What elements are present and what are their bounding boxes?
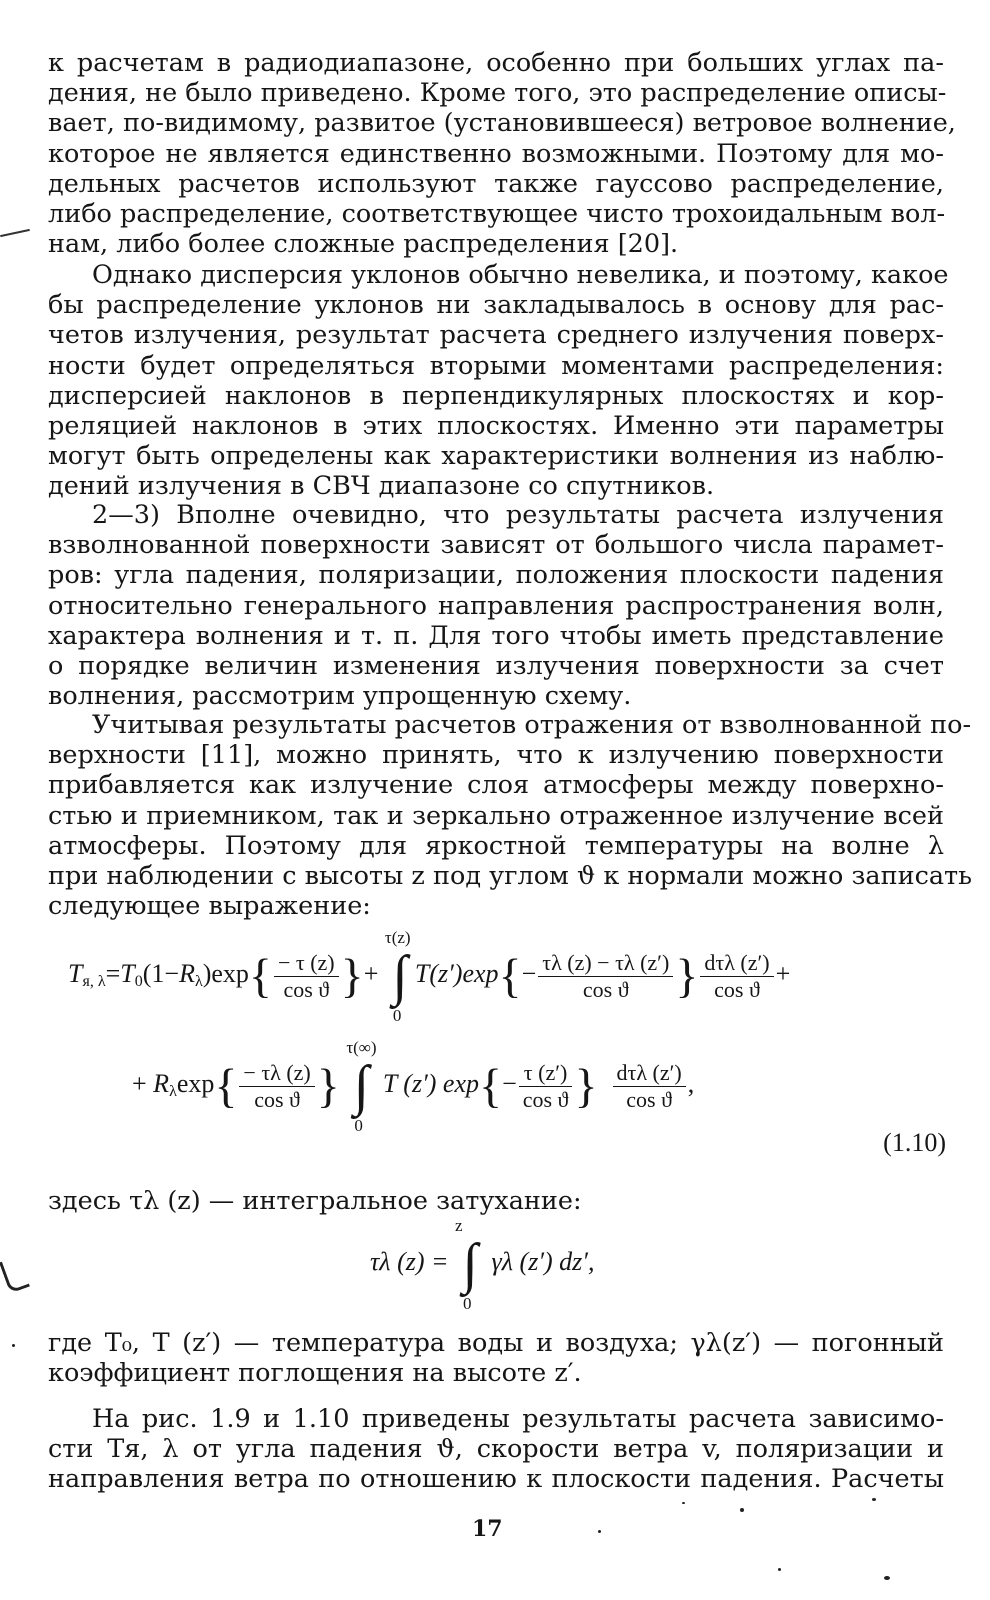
scan-speck (884, 1576, 890, 1580)
text-line: либо распределение, соответствующее чисто трохоидальным вол- (48, 199, 946, 230)
scan-speck (778, 1568, 781, 1571)
scan-speck (12, 1344, 15, 1347)
equation-1-10-line-2 (132, 1038, 695, 1135)
right-brace: } (316, 1059, 340, 1113)
fraction-numerator: τ (z′) (519, 1060, 573, 1087)
fraction-numerator: dτλ (z′) (613, 1060, 686, 1087)
paragraph-6 (48, 1404, 944, 1495)
paragraph-4 (48, 710, 973, 922)
text-line: Однако дисперсия уклонов обычно невелика, и поэтому, какое (92, 260, 949, 290)
integral-lower-limit: 0 (392, 1006, 402, 1025)
text-line: к расчетам в радиодиапазоне, особенно при больших углах па- (48, 48, 944, 78)
text-line: ров: угла падения, поляризации, положения плоскости падения (48, 560, 944, 591)
text-line: о порядке величин изменения излучения поверхности за счет (48, 651, 944, 682)
eq-text: (1− (142, 958, 180, 988)
equation-number: (1.10) (883, 1128, 946, 1157)
scan-speck (740, 1508, 744, 1512)
integral-lower-limit: 0 (463, 1294, 472, 1313)
eq-symbol: R (153, 1068, 170, 1098)
margin-pencil-mark (0, 229, 30, 237)
fraction-denominator: cos ϑ (283, 976, 330, 1002)
text-line: взволнованной поверхности зависят от большого числа парамет- (48, 530, 944, 561)
paragraph-3 (48, 500, 944, 711)
eq-subscript: 0 (134, 972, 143, 990)
fraction-denominator: cos ϑ (582, 976, 629, 1002)
page-number: 17 (472, 1516, 503, 1542)
text-line: прибавляется как излучение слоя атмосферы между поверхно- (48, 770, 944, 801)
integral-upper-limit: τ(z) (384, 928, 411, 947)
equation-tau (370, 1216, 595, 1313)
text-line: при наблюдении с высоты z под углом ϑ к нормали можно записать (48, 861, 973, 892)
text-line: характера волнения и т. п. Для того чтобы иметь представление (48, 620, 944, 651)
text-line: верхности [11], можно принять, что к излучению поверхности (48, 740, 944, 771)
left-brace: { (498, 949, 522, 1003)
text-line: где T₀, T (z′) — температура воды и воздуха; γλ(z′) — погонный (48, 1328, 944, 1358)
integral-sign: τ(∞) ∫ 0 (346, 1038, 377, 1135)
text-line: реляцией наклонов в этих плоскостях. Именно эти параметры (48, 411, 944, 442)
eq-text: )exp (202, 958, 249, 988)
integral-sign: z ∫ 0 (455, 1216, 478, 1313)
text-line: относительно генерального направления распространения волн, (48, 590, 944, 621)
scan-speck (872, 1498, 876, 1501)
fraction (538, 950, 673, 1003)
scan-speck (598, 1530, 601, 1533)
integral-upper-limit: τ(∞) (346, 1038, 377, 1057)
eq-text: exp (176, 1068, 215, 1098)
paragraph-5 (48, 1328, 944, 1388)
text-line: следующее выражение: (48, 891, 371, 922)
fraction-denominator: cos ϑ (626, 1086, 672, 1112)
eq-text: , (687, 1068, 695, 1098)
eq-operator: − (502, 1068, 517, 1098)
eq-operator: = (105, 958, 121, 988)
text-line: На рис. 1.9 и 1.10 приведены результаты расчета зависимо- (92, 1404, 944, 1434)
text-line: атмосферы. Поэтому для яркостной температуры на волне λ (48, 830, 944, 861)
text-line: дисперсией наклонов в перпендикулярных плоскостях и кор- (48, 380, 944, 411)
fraction (613, 1060, 686, 1113)
eq-operator: + (363, 958, 379, 988)
equation-1-10-line-1 (68, 928, 791, 1025)
integral-sign: τ(z) ∫ 0 (384, 928, 411, 1025)
fraction (239, 1060, 314, 1113)
text-line: коэффициент поглощения на высоте z′. (48, 1358, 582, 1389)
eq-text: γλ (z′) dz′, (491, 1246, 595, 1276)
fraction-numerator: τλ (z) − τλ (z′) (538, 950, 673, 977)
right-brace: } (574, 1059, 598, 1113)
here-line (48, 1186, 944, 1216)
text-line: волнения, рассмотрим упрощенную схему. (48, 681, 632, 712)
text-line: сти Tя, λ от угла падения ϑ, скорости ветра v, поляризации и (48, 1434, 944, 1465)
left-brace: { (248, 949, 272, 1003)
scan-speck (682, 1502, 685, 1504)
eq-operator: + (132, 1068, 147, 1098)
eq-symbol: T (68, 958, 83, 988)
fraction (519, 1060, 573, 1113)
text-line: здесь τλ (z) — интегральное затухание: (48, 1186, 582, 1216)
eq-operator: + (775, 958, 791, 988)
paragraph-2 (48, 260, 949, 502)
fraction-denominator: cos ϑ (254, 1086, 300, 1112)
fraction-numerator: − τ (z) (274, 950, 339, 977)
eq-text: T(z′)exp (414, 958, 499, 988)
text-line: ности будет определяться вторыми моментами распределения: (48, 350, 944, 381)
text-line: стью и приемником, так и зеркально отраженное излучение всей (48, 800, 944, 831)
eq-symbol: R (179, 958, 195, 988)
eq-subscript: λ (169, 1082, 177, 1100)
right-brace: } (675, 949, 699, 1003)
paragraph-1 (48, 48, 956, 260)
text-line: 2—3) Вполне очевидно, что результаты расчета излучения (92, 500, 944, 530)
text-line: нам, либо более сложные распределения [20]. (48, 229, 679, 260)
text-line: могут быть определены как характеристики волнения из наблю- (48, 441, 944, 472)
eq-subscript: я, λ (82, 972, 106, 990)
fraction-numerator: − τλ (z) (239, 1060, 314, 1087)
fraction-denominator: cos ϑ (522, 1086, 569, 1112)
fraction (274, 950, 339, 1003)
left-brace: { (479, 1059, 503, 1113)
text-line: четов излучения, результат расчета среднего излучения поверх- (48, 320, 944, 351)
integral-upper-limit: z (455, 1216, 463, 1235)
text-line: вает, по-видимому, развитое (установившееся) ветровое волнение, (48, 108, 956, 139)
eq-symbol: T (120, 958, 135, 988)
eq-subscript: λ (194, 972, 203, 990)
eq-text: T (z′) exp (382, 1068, 480, 1098)
right-brace: } (340, 949, 364, 1003)
integral-lower-limit: 0 (354, 1116, 363, 1135)
text-line: дельных расчетов используют также гауссово распределение, (48, 168, 944, 199)
text-line: Учитывая результаты расчетов отражения от взволнованной по- (92, 710, 972, 740)
fraction-denominator: cos ϑ (714, 976, 760, 1002)
margin-hook-mark (0, 1255, 30, 1293)
text-line: бы распределение уклонов ни закладывалось в основу для рас- (48, 290, 944, 321)
text-line: которое не является единственно возможными. Поэтому для мо- (48, 138, 944, 169)
text-line: направления ветра по отношению к плоскости падения. Расчеты (48, 1464, 944, 1495)
fraction-numerator: dτλ (z′) (700, 950, 773, 977)
eq-text: τλ (z) = (370, 1246, 449, 1276)
text-line: дений излучения в СВЧ диапазоне со спутников. (48, 471, 715, 502)
text-line: дения, не было приведено. Кроме того, это распределение описы- (48, 78, 947, 109)
fraction (700, 950, 773, 1003)
left-brace: { (214, 1059, 238, 1113)
eq-operator: − (521, 958, 537, 988)
